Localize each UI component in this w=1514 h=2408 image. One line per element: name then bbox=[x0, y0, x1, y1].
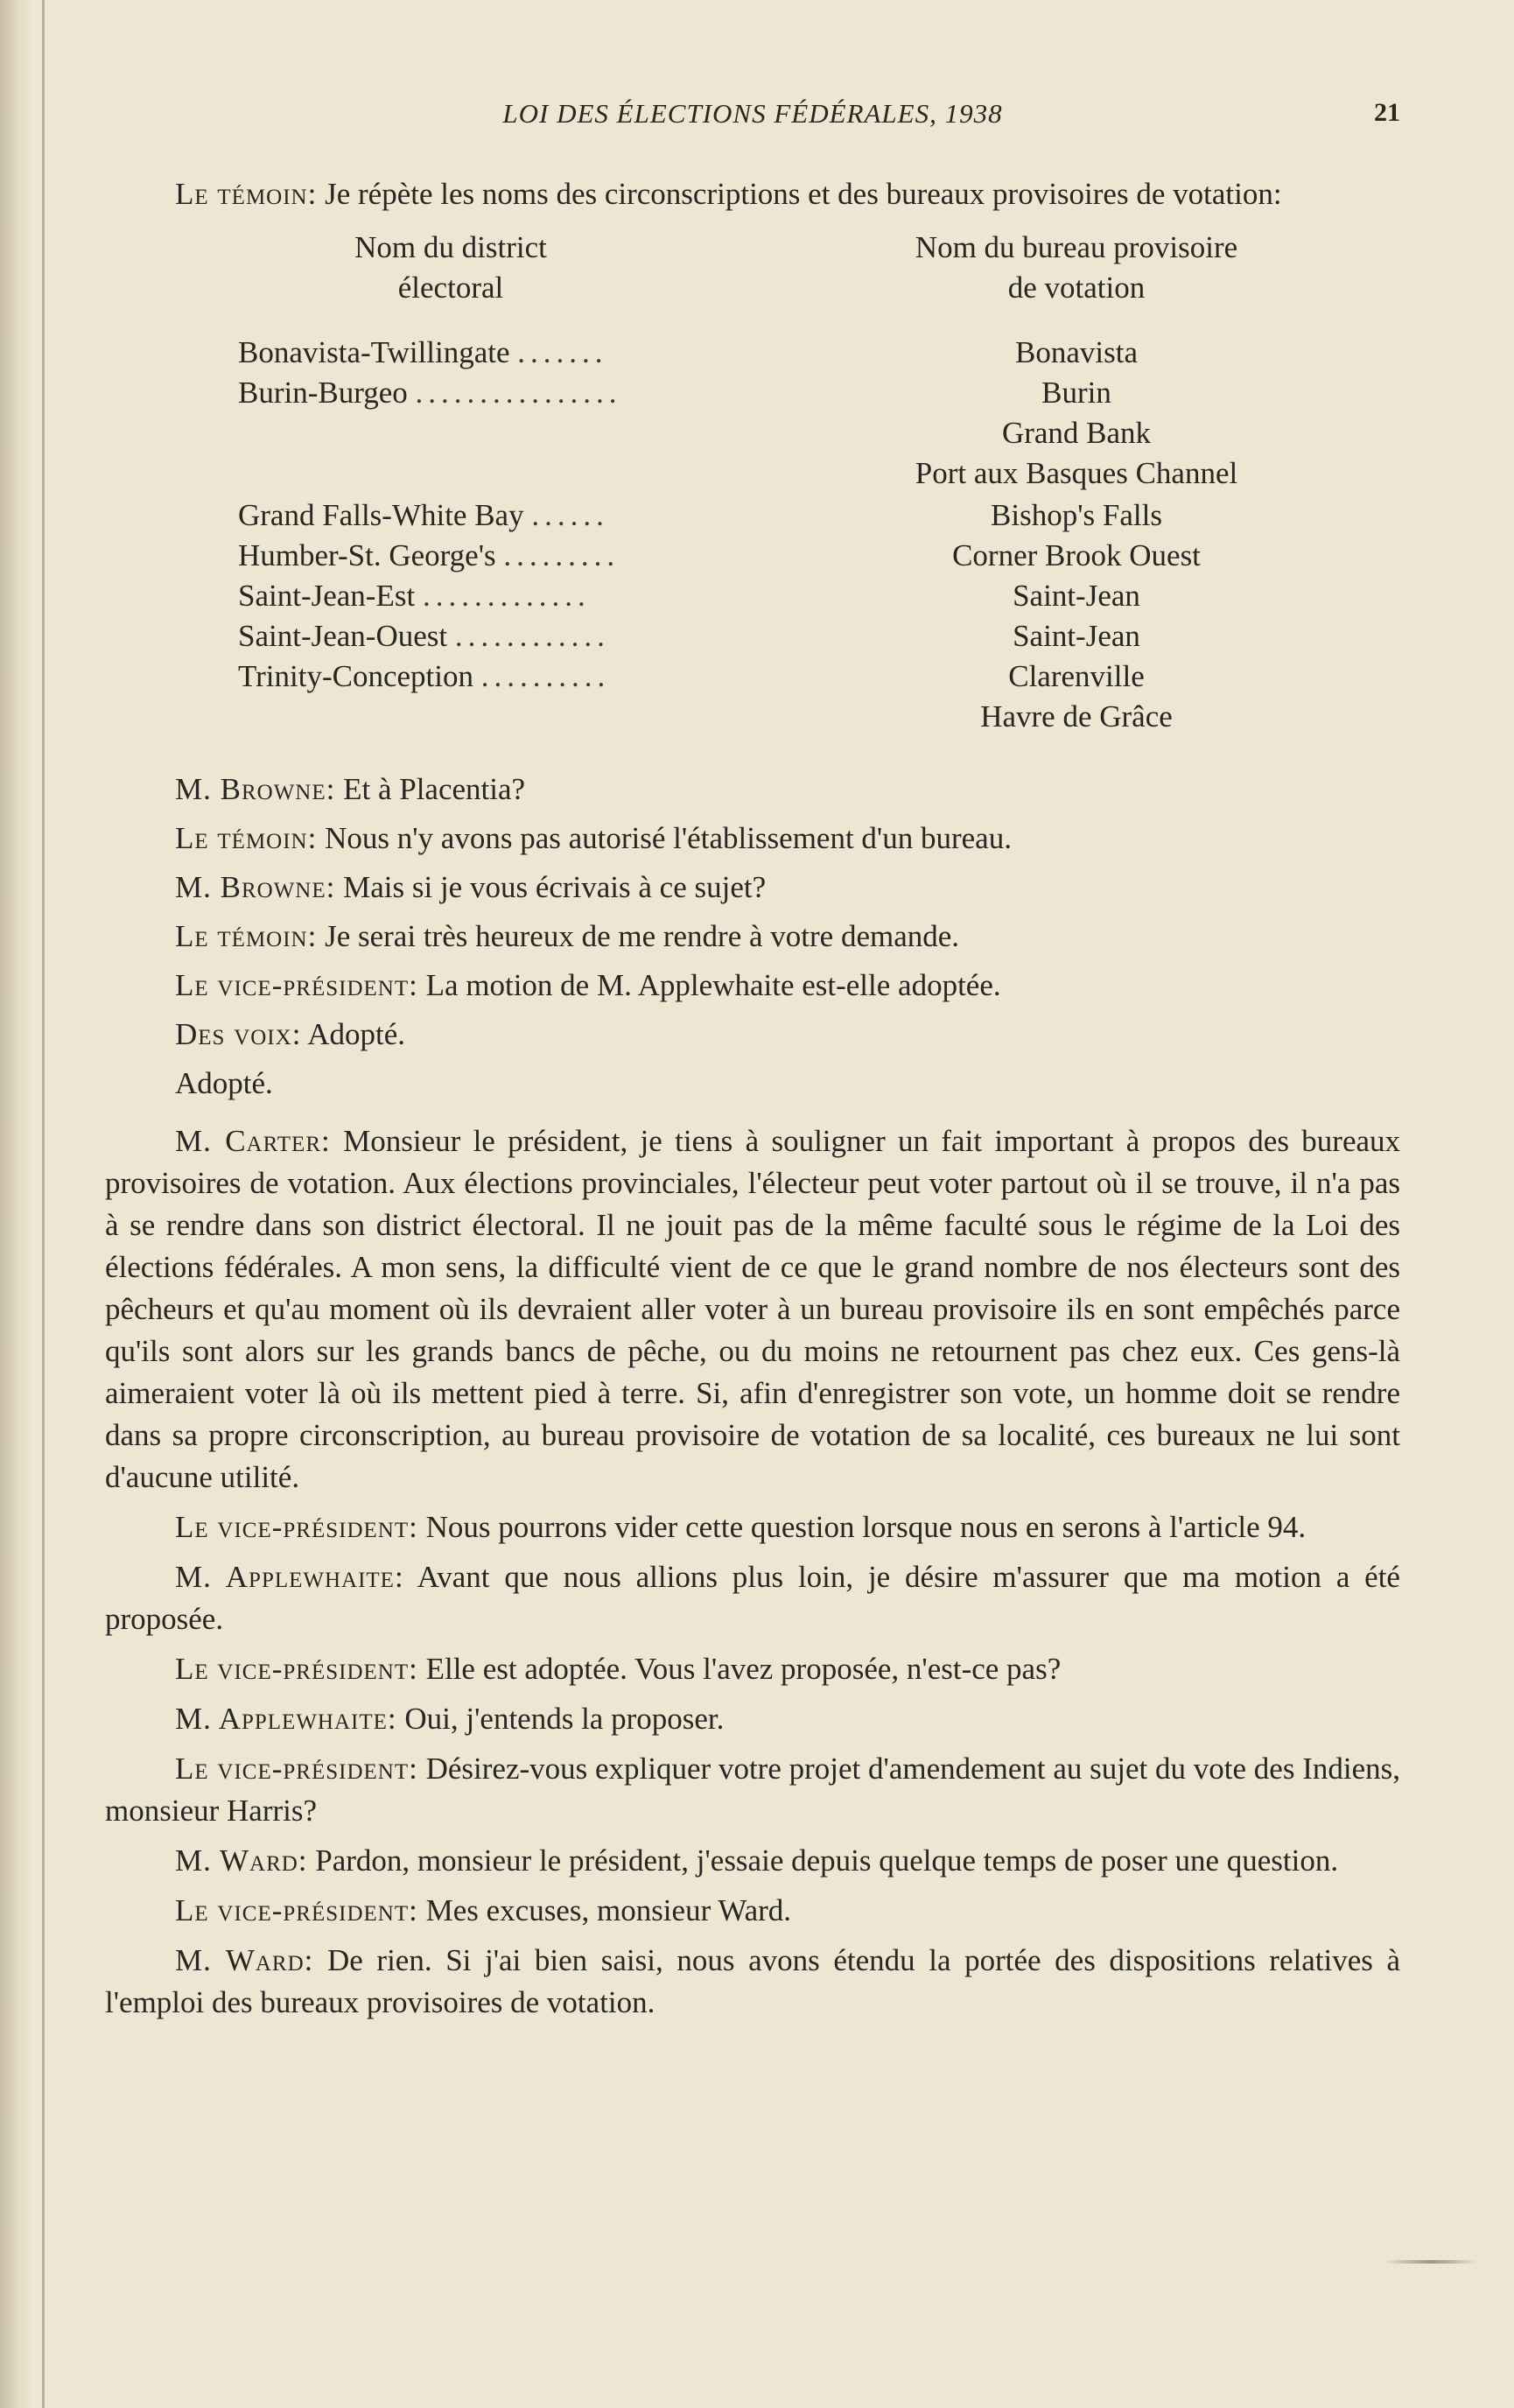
dialogue-paragraph bbox=[105, 1556, 1400, 1640]
dialogue-paragraph bbox=[105, 1698, 1400, 1740]
district-name: Burin-Burgeo ................ bbox=[238, 376, 622, 410]
district-name: Saint-Jean-Ouest ............ bbox=[238, 619, 610, 653]
bureau-name: Corner Brook Ouest bbox=[952, 538, 1201, 572]
dialogue-paragraph bbox=[105, 1648, 1400, 1690]
bureau-name: Havre de Grâce bbox=[980, 699, 1173, 734]
district-name: Bonavista-Twillingate ....... bbox=[238, 335, 608, 369]
dialogue-paragraph bbox=[105, 1748, 1400, 1832]
column-header-district: Nom du district électoral bbox=[354, 230, 547, 305]
speech-text: Elle est adoptée. Vous l'avez proposée, n'est-ce pas? bbox=[425, 1652, 1062, 1686]
page-edge-shadow bbox=[0, 0, 32, 2408]
speech-text: Je répète les noms des circonscriptions et des bureaux provisoires de votation: bbox=[325, 177, 1282, 211]
speaker-label: Le vice-président: bbox=[175, 1652, 418, 1686]
page-header bbox=[105, 98, 1400, 151]
speaker-label: M. Browne: bbox=[175, 772, 336, 806]
bureau-name: Grand Bank bbox=[1001, 416, 1152, 450]
intro-paragraph bbox=[105, 173, 1400, 215]
district-name: Grand Falls-White Bay ...... bbox=[238, 498, 609, 532]
speaker-label: Des voix: bbox=[175, 1017, 302, 1051]
bureau-name: Port aux Basques Channel bbox=[915, 456, 1238, 490]
polling-table bbox=[105, 228, 1400, 849]
speech-text: Monsieur le président, je tiens à souligner un fait important à propos des bureaux provisoires de votation. Aux élections provinciales, l'électeur peut voter partout où il se trouve, il n'a pas à se rendre dans son district électoral. Il ne jouit pas de la même faculté sous le régime de la Loi des élections fédérales. A mon sens, la difficulté vient de ce que le grand nombre de nos électeurs sont des pêcheurs et qu'au moment où ils devraient aller voter à un bureau provisoire ils en sont empêchés parce qu'ils sont alors sur les grands bancs de pêche, ou du moins ne retournent pas chez eux. Ces gens-là aimeraient voter là où ils mettent pied à terre. Si, afin d'enregistrer son vote, un homme doit se rendre dans sa propre circonscription, au bureau provisoire de votation de sa localité, ces bureaux ne lui sont d'aucune utilité. bbox=[105, 1124, 1401, 1494]
speech-text: Pardon, monsieur le président, j'essaie depuis quelque temps de poser une question. bbox=[315, 1843, 1339, 1878]
speech-text: Et à Placentia? bbox=[343, 772, 526, 806]
bureau-name: Bonavista bbox=[1015, 335, 1138, 369]
speaker-label: Le vice-président: bbox=[175, 1752, 418, 1786]
page-body bbox=[105, 173, 1400, 2032]
district-name: Humber-St. George's ......... bbox=[238, 538, 620, 572]
running-title: LOI DES ÉLECTIONS FÉDÉRALES, 1938 bbox=[502, 98, 1003, 129]
speech-text: Mais si je vous écrivais à ce sujet? bbox=[343, 870, 767, 904]
binding-line bbox=[42, 0, 45, 2408]
column-header-bureau: Nom du bureau provisoire de votation bbox=[915, 230, 1238, 305]
speaker-label: Le témoin: bbox=[175, 919, 318, 953]
speaker-label: Le vice-président: bbox=[175, 1510, 418, 1544]
speech-text: Je serai très heureux de me rendre à votre demande. bbox=[325, 919, 960, 953]
dialogue-line bbox=[105, 1063, 1400, 1105]
dialogue-line bbox=[105, 1014, 1400, 1056]
speech-text: De rien. Si j'ai bien saisi, nous avons étendu la portée des dispositions relatives à l'emploi des bureaux provisoires de votation. bbox=[105, 1943, 1400, 2019]
speaker-label: Le témoin: bbox=[175, 177, 318, 211]
dialogue-paragraph bbox=[105, 1890, 1400, 1932]
page-number: 21 bbox=[1374, 98, 1400, 127]
speech-text: Nous n'y avons pas autorisé l'établissement d'un bureau. bbox=[325, 821, 1012, 855]
speaker-label: M. Ward: bbox=[175, 1843, 308, 1878]
dialogue bbox=[105, 769, 1400, 2024]
bureau-name: Saint-Jean bbox=[1013, 579, 1140, 613]
speech-text: La motion de M. Applewhaite est-elle adoptée. bbox=[425, 968, 1001, 1002]
speech-text: Adopté. bbox=[307, 1017, 406, 1051]
dialogue-line bbox=[105, 965, 1400, 1007]
speech-text: Nous pourrons vider cette question lorsque nous en serons à l'article 94. bbox=[425, 1510, 1307, 1544]
bureau-name: Clarenville bbox=[1008, 659, 1145, 693]
speaker-label: M. Applewhaite: bbox=[175, 1702, 397, 1736]
district-name: Saint-Jean-Est ............. bbox=[238, 579, 591, 613]
speech-text: Oui, j'entends la proposer. bbox=[404, 1702, 725, 1736]
speech-text: Avant que nous allions plus loin, je désire m'assurer que ma motion a été proposée. bbox=[105, 1560, 1400, 1636]
dialogue-paragraph bbox=[105, 1840, 1400, 1882]
bureau-name: Bishop's Falls bbox=[991, 498, 1162, 532]
speaker-label: Le témoin: bbox=[175, 821, 318, 855]
speaker-label: Le vice-président: bbox=[175, 1893, 418, 1927]
speech-text: Adopté. bbox=[175, 1066, 273, 1100]
ink-smudge bbox=[1383, 2260, 1479, 2264]
speaker-label: M. Ward: bbox=[175, 1943, 314, 1977]
dialogue-line bbox=[105, 916, 1400, 958]
dialogue-paragraph bbox=[105, 1940, 1400, 2024]
bureau-name: Burin bbox=[1041, 376, 1111, 410]
speech-text: Désirez-vous expliquer votre projet d'amendement au sujet du vote des Indiens, monsieur Harris? bbox=[105, 1752, 1400, 1828]
speech-text: Mes excuses, monsieur Ward. bbox=[425, 1893, 792, 1927]
district-name: Trinity-Conception .......... bbox=[238, 659, 611, 693]
dialogue-paragraph bbox=[105, 1506, 1400, 1548]
bureau-name: Saint-Jean bbox=[1013, 619, 1140, 653]
speaker-label: M. Browne: bbox=[175, 870, 336, 904]
dialogue-line bbox=[105, 867, 1400, 909]
speaker-label: M. Applewhaite: bbox=[175, 1560, 404, 1594]
speaker-label: Le vice-président: bbox=[175, 968, 418, 1002]
speaker-label: M. Carter: bbox=[175, 1124, 331, 1158]
dialogue-paragraph bbox=[105, 1120, 1400, 1499]
